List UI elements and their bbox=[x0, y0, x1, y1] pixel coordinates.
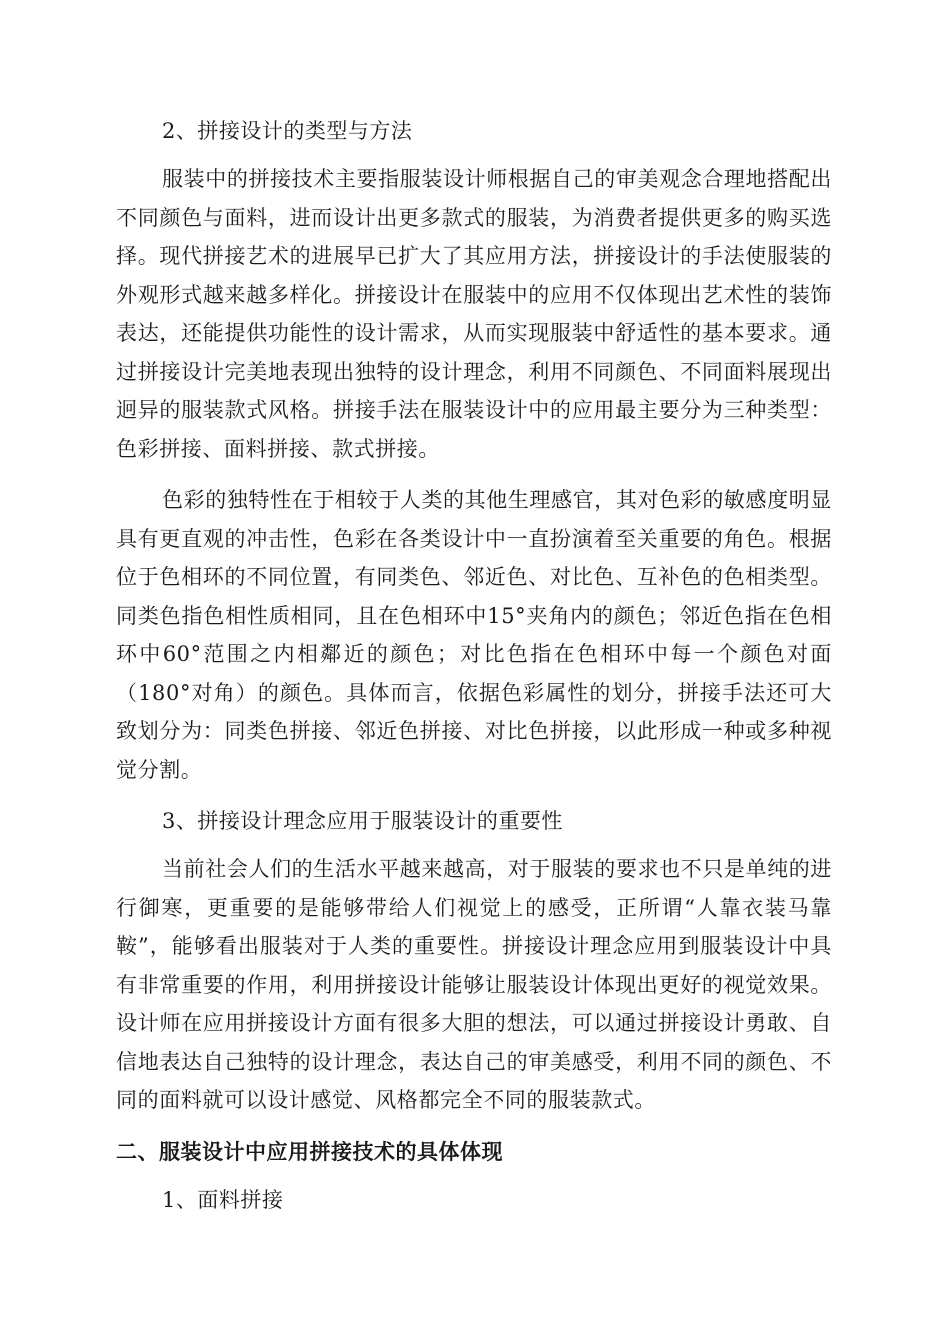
chapter-heading-2: 二、服装设计中应用拼接技术的具体体现 bbox=[116, 1139, 503, 1164]
section-heading-2: 2、拼接设计的类型与方法 bbox=[162, 119, 413, 143]
paragraph-color-splicing: 色彩的独特性在于相较于人类的其他生理感官，其对色彩的敏感度明显具有更直观的冲击性，色彩在各类设计中一直扮演着至关重要的角色。根据位于色相环的不同位置，有同类色、邻近色、对比色、互补色的色相类型。同类色指色相性质相同，且在色相环中15°夹角内的颜色；邻近色指在色相环中60°范围之内相鄰近的颜色；对比色指在色相环中每一个颜色对面（180°对角）的颜色。具体而言，依据色彩属性的划分，拼接手法还可大致划分为：同类色拼接、邻近色拼接、对比色拼接，以此形成一种或多种视觉分割。 bbox=[116, 488, 832, 782]
spacer bbox=[116, 150, 832, 160]
document-body bbox=[116, 112, 832, 1219]
spacer bbox=[116, 1120, 832, 1133]
paragraph-splicing-types: 服装中的拼接技术主要指服装设计师根据自己的审美观念合理地搭配出不同颜色与面料，进而设计出更多款式的服装，为消费者提供更多的购买选择。现代拼接艺术的进展早已扩大了其应用方法，拼接设计的手法使服装的外观形式越来越多样化。拼接设计在服装中的应用不仅体现出艺术性的装饰表达，还能提供功能性的设计需求，从而实现服装中舒适性的基本要求。通过拼接设计完美地表现出独特的设计理念，利用不同颜色、不同面料展现出迥异的服装款式风格。拼接手法在服装设计中的应用最主要分为三种类型：色彩拼接、面料拼接、款式拼接。 bbox=[116, 167, 832, 461]
spacer bbox=[116, 789, 832, 802]
subsection-heading-1: 1、面料拼接 bbox=[162, 1187, 284, 1212]
paragraph-importance: 当前社会人们的生活水平越来越高，对于服装的要求也不只是单纯的进行御寒，更重要的是能够带给人们视觉上的感受，正所谓“人靠衣装马靠鞍”，能够看出服装对于人类的重要性。拼接设计理念应用到服装设计中具有非常重要的作用，利用拼接设计能够让服装设计体现出更好的视觉效果。设计师在应用拼接设计方面有很多大胆的想法，可以通过拼接设计勇敢、自信地表达自己独特的设计理念，表达自己的审美感受，利用不同的颜色、不同的面料就可以设计感觉、风格都完全不同的服装款式。 bbox=[116, 857, 832, 1112]
spacer bbox=[116, 1171, 832, 1181]
section-heading-3: 3、拼接设计理念应用于服装设计的重要性 bbox=[162, 809, 563, 833]
spacer bbox=[116, 468, 832, 481]
spacer bbox=[116, 840, 832, 850]
